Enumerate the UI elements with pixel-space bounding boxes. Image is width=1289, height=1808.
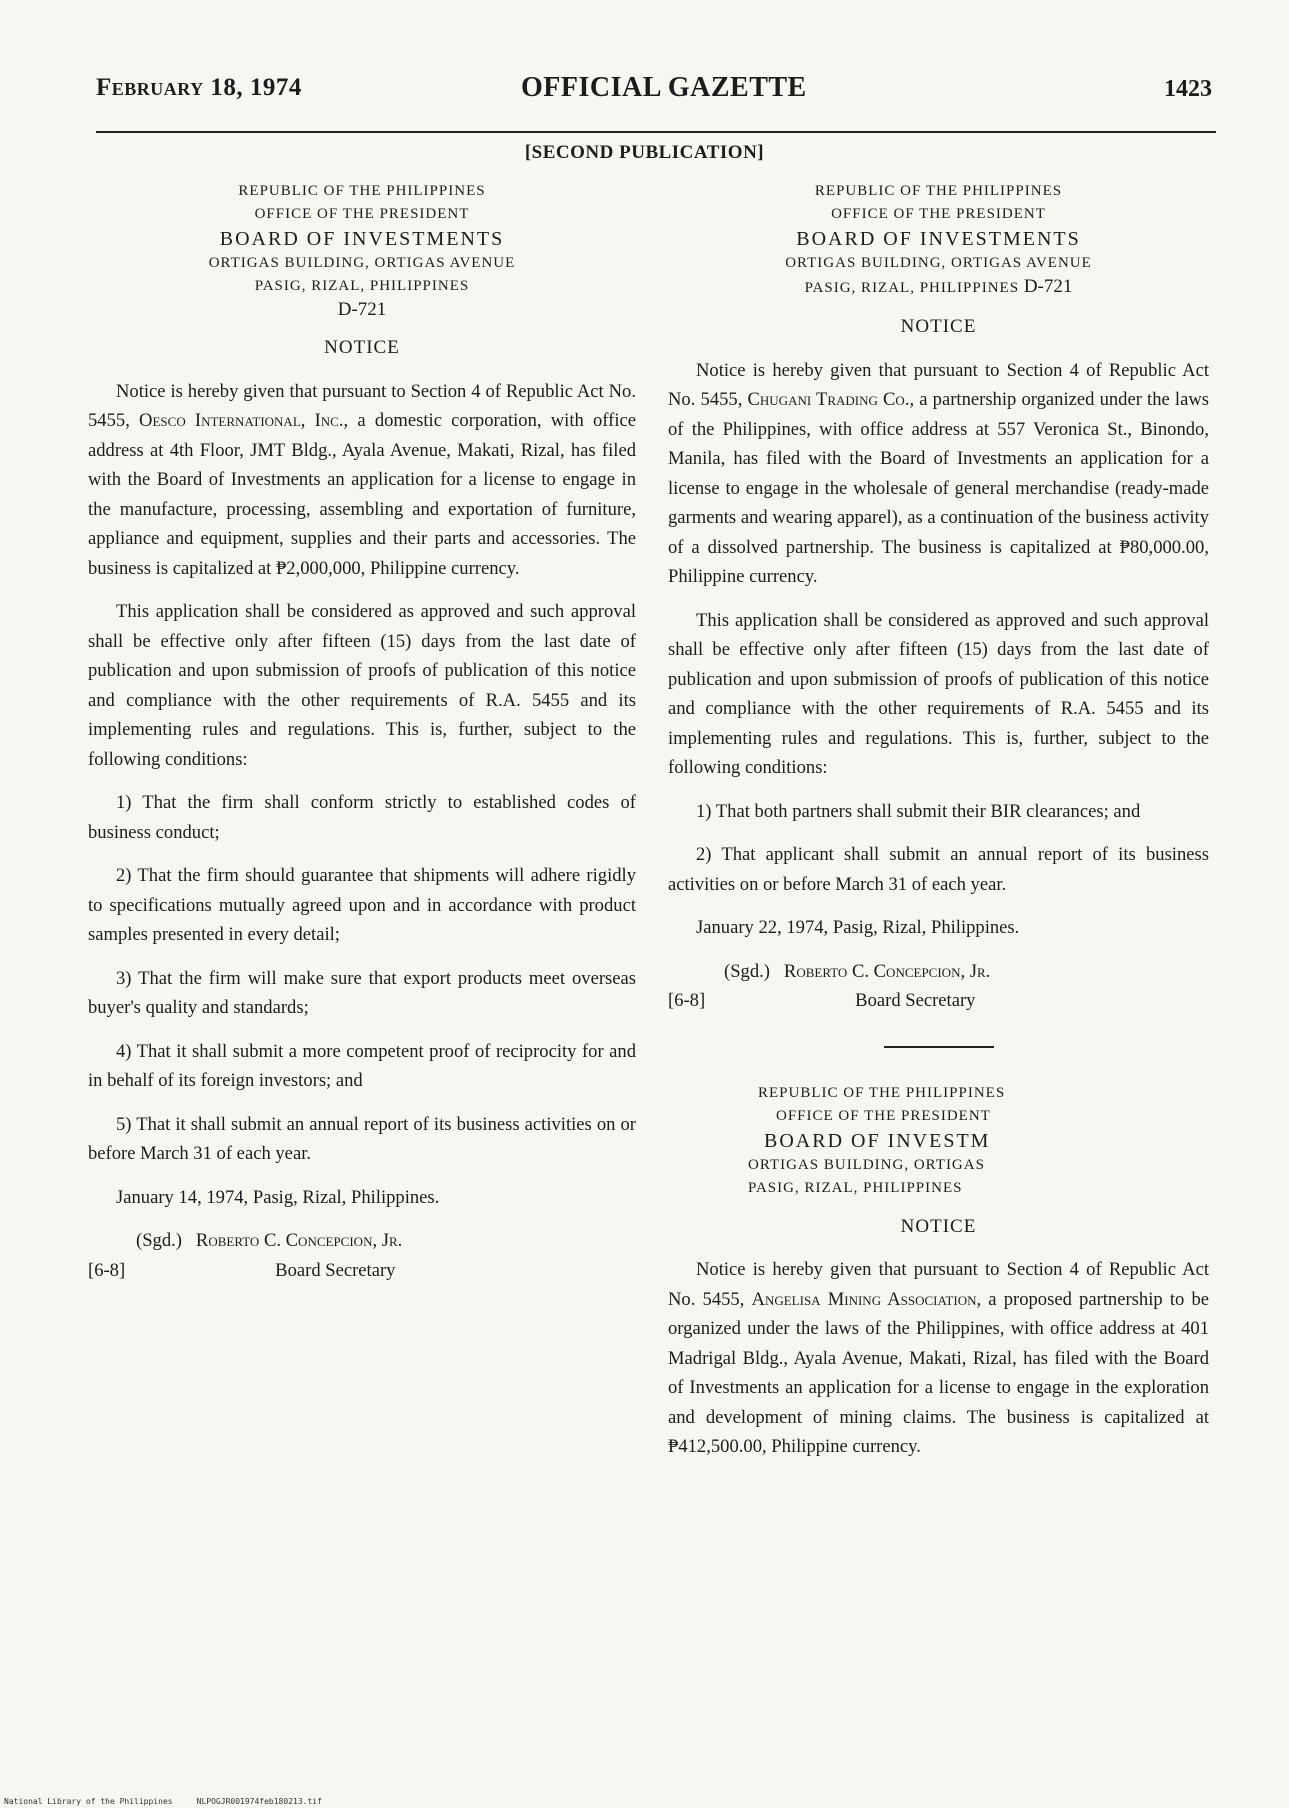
caption-republic: REPUBLIC OF THE PHILIPPINES [758,1084,1006,1101]
signer-name: Roberto C. Concepcion, Jr. [195,1230,403,1251]
notice-title: NOTICE [900,1215,977,1237]
caption-board: BOARD OF INVESTMENTS [796,228,1081,250]
footer-file: NLPOGJR001974feb180213.tif [196,1797,322,1806]
approval-paragraph: This application shall be considered as approved and such approval shall be effective only after fifteen (15) days from the last date of publication and upon submission of proofs of publication of this notice and compliance with the other requirements of R.A. 5455 and its implementing rules and regulations. This is, further, subject to the following conditions: [668,609,1209,778]
publication-label: [SECOND PUBLICATION] [524,142,765,163]
caption-building: ORTIGAS BUILDING, ORTIGAS AVENUE [785,255,1092,271]
signer-position: Board Secretary [855,990,976,1011]
caption-republic: REPUBLIC OF THE PHILIPPINES [238,183,486,199]
caption-docno: D-721 [337,299,387,320]
para-text: , a domestic corporation, with office address at 4th Floor, JMT Bldg., Ayala Avenue, Makati, Rizal, has filed with the Board of Investments an application for a license to engage in the manufacture, processing, assembling and exportation of furniture, appliance and equipment, supplies and their parts and accessories. The business is capitalized at ₱2,000,000, Philippine currency. [88,410,636,579]
caption-address: PASIG, RIZAL, PHILIPPINES [748,1179,963,1196]
approval-paragraph: This application shall be considered as approved and such approval shall be effective only after fifteen (15) days from the last date of publication and upon submission of proofs of publication of this notice and compliance with the other requirements of R.A. 5455 and its implementing rules and regulations. This is, further, subject to the following conditions: [88,601,636,770]
signature-title-line [668,986,1209,1016]
notice-paragraph [88,377,636,584]
notice-paragraph [668,356,1209,592]
para-text: Notice is hereby given that pursuant to Section 4 of Republic Act No. 5455, [668,359,1209,410]
notice-caption [668,180,1209,300]
signature-block [88,1226,636,1285]
condition-1: 1) That the firm shall conform strictly to established codes of business conduct; [88,792,636,843]
para-text: , a partnership organized under the laws of the Philippines, with office address at 557 Veronica St., Binondo, Manila, has filed with the Board of Investments an application for a license to engage in the wholesale of general merchandise (ready-made garments and wearing apparel), as a continuation of the business activity of a dissolved partnership. The business is capitalized at ₱80,000.00, Philippine currency. [668,389,1209,587]
caption-office: OFFICE OF THE PRESIDENT [831,206,1046,222]
caption-office: OFFICE OF THE PRESIDENT [254,206,470,222]
caption-address: PASIG, RIZAL, PHILIPPINES [254,278,470,294]
caption-address-line [668,275,1209,300]
scan-footer [4,1797,322,1806]
issue-ref: [6-8] [88,1259,126,1281]
condition-1: 1) That both partners shall submit their BIR clearances; and [696,800,1141,822]
notice-oesco [88,180,636,1285]
signature-line [668,957,1209,987]
condition-4: 4) That it shall submit a more competent proof of reciprocity for and in behalf of its foreign investors; and [88,1040,636,1091]
para-text: , a proposed partnership to be organized under the laws of the Philippines, with office address at 401 Madrigal Bldg., Ayala Avenue, Makati, Rizal, has filed with the Board of Investments an application for a license to engage in the exploration and development of mining claims. The business is capitalized at ₱412,500.00, Philippine currency. [668,1288,1209,1457]
caption-building: ORTIGAS BUILDING, ORTIGAS AVENUE [208,255,516,271]
condition-5: 5) That it shall submit an annual report of its business activities on or before March 31 of each year. [88,1113,636,1164]
company-name: Angelisa Mining Association [751,1288,977,1310]
notice-divider [884,1046,994,1048]
notice-caption [88,180,636,321]
notice-title: NOTICE [324,337,400,358]
header-rule [96,131,1216,133]
notice-title: NOTICE [900,316,977,337]
gazette-title: OFFICIAL GAZETTE [521,72,807,103]
company-name: Oesco International, Inc. [139,410,344,431]
caption-building: ORTIGAS BUILDING, ORTIGAS [748,1156,985,1173]
condition-2: 2) That applicant shall submit an annual report of its business activities on or before March 31 of each year. [668,844,1209,895]
condition-3: 3) That the firm will make sure that export products meet overseas buyer's quality and standards; [88,967,636,1018]
footer-source: National Library of the Philippines [4,1797,173,1806]
signer-position: Board Secretary [275,1259,396,1281]
page-header [96,62,1212,110]
notice-date: January 22, 1974, Pasig, Rizal, Philippines. [696,917,1020,938]
sgd-label: (Sgd.) [724,960,770,982]
caption-board: BOARD OF INVESTM [764,1129,991,1152]
issue-ref: [6-8] [668,990,706,1011]
sgd-label: (Sgd.) [136,1230,182,1251]
caption-board: BOARD OF INVESTMENTS [219,228,505,250]
caption-docno: D-721 [1023,276,1073,297]
issue-date: February 18, 1974 [96,74,302,101]
condition-2: 2) That the firm should guarantee that shipments will adhere rigidly to specifications mutually agreed upon and in accordance with product samples presented in every detail; [88,865,636,945]
notice-paragraph [668,1255,1209,1462]
para-text: Notice is hereby given that pursuant to Section 4 of Republic Act No. 5455, [88,380,636,431]
signature-block [668,957,1209,1016]
signature-title-line [88,1256,636,1286]
caption-office: OFFICE OF THE PRESIDENT [776,1107,991,1124]
page-number: 1423 [1164,76,1212,102]
caption-republic: REPUBLIC OF THE PHILIPPINES [814,183,1063,199]
company-name: Chugani Trading Co. [747,389,910,410]
notice-chugani [668,180,1209,1476]
signature-line [88,1226,636,1256]
para-text: Notice is hereby given that pursuant to Section 4 of Republic Act No. 5455, [668,1259,1209,1310]
caption-address: PASIG, RIZAL, PHILIPPINES [804,280,1020,296]
signer-name: Roberto C. Concepcion, Jr. [783,960,991,982]
notice-date: January 14, 1974, Pasig, Rizal, Philippines. [116,1186,440,1208]
notice-caption [668,1082,1209,1200]
